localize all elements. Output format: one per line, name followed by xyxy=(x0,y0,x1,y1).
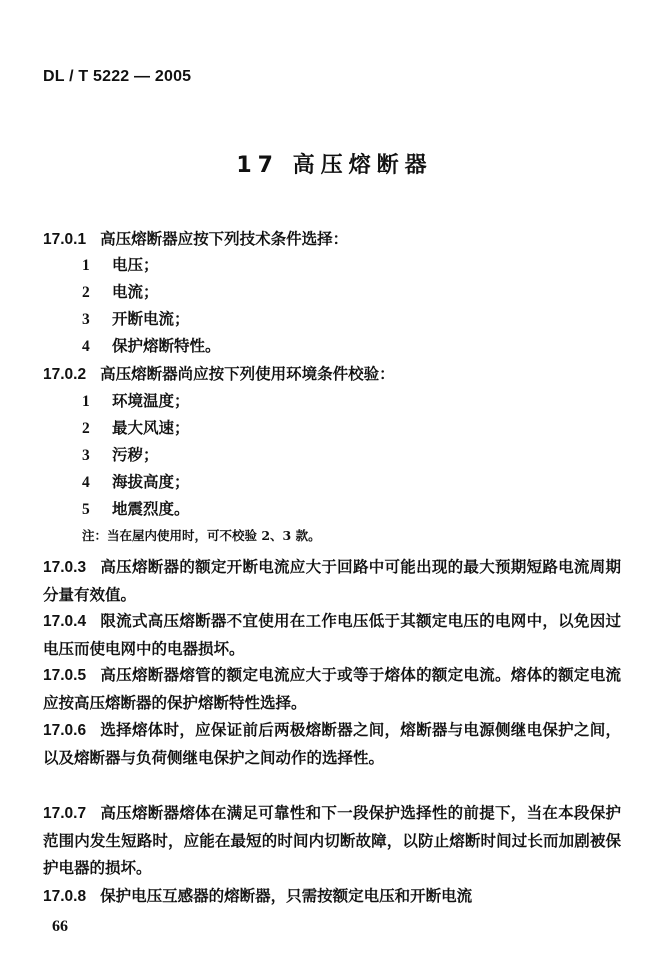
clause-number: 17.0.2 xyxy=(43,366,87,383)
clause-text: 选择熔体时，应保证前后两极熔断器之间，熔断器与电源侧继电保护之间，以及熔断器与负荷侧继电保护之间动作的选择性。 xyxy=(43,720,621,767)
clause-17-0-6 xyxy=(43,716,621,771)
list-item: 3 污秽； xyxy=(82,445,159,464)
clause-17-0-2 xyxy=(43,360,621,388)
clause-number: 17.0.1 xyxy=(43,231,87,248)
clause-17-0-3 xyxy=(43,553,621,608)
clause-17-0-7 xyxy=(43,799,621,881)
clause-text: 高压熔断器应按下列技术条件选择： xyxy=(100,229,349,248)
note-text: 注：当在屋内使用时，可不校验 2、3 款。 xyxy=(82,528,321,543)
clause-text: 高压熔断器尚应按下列使用环境条件校验： xyxy=(100,364,395,383)
list-item: 2 电流； xyxy=(82,282,159,301)
clause-text: 保护电压互感器的熔断器，只需按额定电压和开断电流 xyxy=(100,886,473,905)
clause-number: 17.0.7 xyxy=(43,805,87,822)
clause-number: 17.0.5 xyxy=(43,667,87,684)
page-number: 66 xyxy=(52,918,68,935)
clause-text: 高压熔断器熔体在满足可靠性和下一段保护选择性的前提下，当在本段保护范围内发生短路时，应能在最短的时间内切断故障，以防止熔断时间过长而加剧被保护电器的损坏。 xyxy=(43,803,621,877)
list-item: 5 地震烈度。 xyxy=(82,499,190,518)
clause-text: 高压熔断器熔管的额定电流应大于或等于熔体的额定电流。熔体的额定电流应按高压熔断器的保护熔断特性选择。 xyxy=(43,665,621,712)
clause-17-0-5 xyxy=(43,661,621,716)
list-item: 3 开断电流； xyxy=(82,309,190,328)
chapter-title: 17 高压熔断器 xyxy=(236,153,433,178)
document-code-header: DL / T 5222 — 2005 xyxy=(43,68,192,85)
clause-number: 17.0.3 xyxy=(43,559,87,576)
clause-17-0-1 xyxy=(43,225,621,253)
list-item: 4 保护熔断特性。 xyxy=(82,336,221,355)
list-item: 1 环境温度； xyxy=(82,391,190,410)
list-item: 4 海拔高度； xyxy=(82,472,190,491)
clause-text: 限流式高压熔断器不宜使用在工作电压低于其额定电压的电网中，以免因过电压而使电网中的电器损坏。 xyxy=(43,611,621,658)
clause-number: 17.0.8 xyxy=(43,888,87,905)
list-item: 1 电压； xyxy=(82,255,159,274)
clause-17-0-4 xyxy=(43,607,621,662)
clause-17-0-8 xyxy=(43,882,621,910)
list-item: 2 最大风速； xyxy=(82,418,190,437)
clause-number: 17.0.4 xyxy=(43,613,87,630)
clause-number: 17.0.6 xyxy=(43,722,87,739)
clause-text: 高压熔断器的额定开断电流应大于回路中可能出现的最大预期短路电流周期分量有效值。 xyxy=(43,557,621,604)
